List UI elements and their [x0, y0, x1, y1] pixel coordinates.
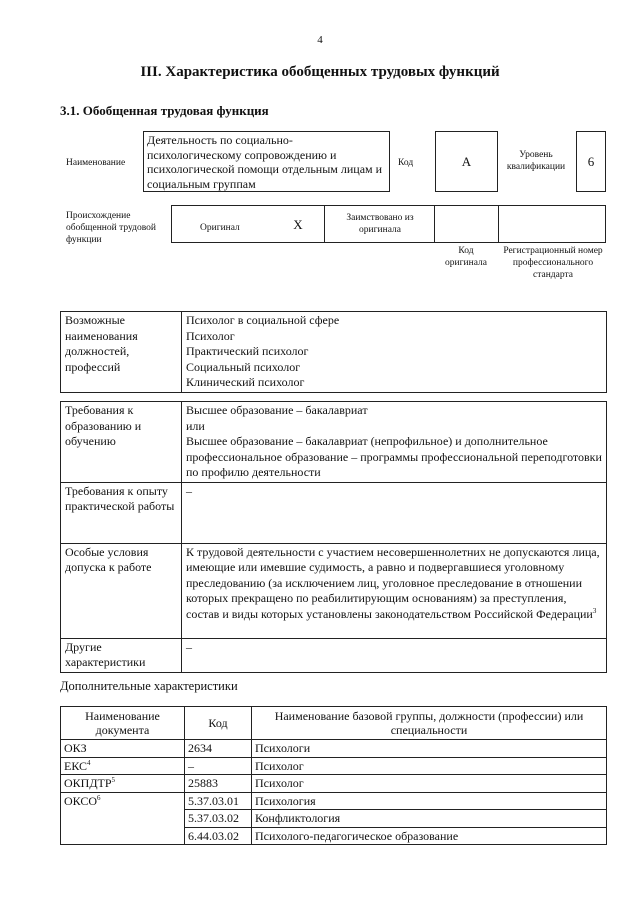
- level-value: 6: [576, 131, 606, 192]
- subsection-title: 3.1. Обобщенная трудовая функция: [60, 103, 269, 118]
- req-value: [182, 543, 607, 638]
- name-cell: Психология: [252, 792, 607, 810]
- code-cell: –: [185, 757, 252, 775]
- original-label: Оригинал: [200, 223, 240, 233]
- name-cell: Психолого-педагогическое образование: [252, 827, 607, 845]
- name-cell: Конфликтология: [252, 810, 607, 828]
- req-line: Высшее образование – бакалавриат (непрофильное) и дополнительное профессиональное образование – программы профессиональной переподготовки по профилю деятельности: [186, 434, 602, 479]
- divider: [434, 206, 435, 242]
- level-label: Уровень квалификации: [506, 150, 566, 172]
- requirements-table: [60, 401, 607, 673]
- positions-label: Возможные наименования должностей, профессий: [61, 312, 182, 393]
- req-label: Другие характеристики: [61, 638, 182, 672]
- req-label: Особые условия допуска к работе: [61, 543, 182, 638]
- footnote-mark: 3: [592, 606, 597, 615]
- name-cell: Психологи: [252, 740, 607, 758]
- doc-cell: ОКСО$^6$: [61, 792, 185, 845]
- positions-list: [182, 312, 607, 393]
- name-cell: Психолог: [252, 775, 607, 793]
- code-cell: 25883: [185, 775, 252, 793]
- name-cell: Психолог: [252, 757, 607, 775]
- divider: [498, 206, 499, 242]
- code-value: А: [435, 131, 498, 192]
- table-row: [61, 792, 607, 810]
- doc-cell: ЕКС$^4$: [61, 757, 185, 775]
- col-name-header: Наименование базовой группы, должности (профессии) или специальности: [252, 707, 607, 740]
- code-cell: 5.37.03.01: [185, 792, 252, 810]
- req-value: –: [182, 482, 607, 543]
- col-doc-header: Наименование документа: [61, 707, 185, 740]
- origin-box: [171, 205, 606, 243]
- table-row: [61, 775, 607, 793]
- position-item: Клинический психолог: [186, 375, 305, 389]
- page-number: 4: [317, 34, 323, 46]
- position-item: Психолог: [186, 328, 235, 343]
- position-item: Практический психолог: [186, 344, 309, 358]
- position-item: Психолог в социальной сфере: [186, 313, 340, 327]
- code-cell: 2634: [185, 740, 252, 758]
- position-item: Социальный психолог: [186, 359, 301, 374]
- origin-label: Происхождение обобщенной трудовой функции: [66, 211, 156, 245]
- col-code-header: Код: [185, 707, 252, 740]
- req-value: [182, 402, 607, 483]
- additional-title: Дополнительные характеристики: [60, 679, 238, 693]
- req-line: К трудовой деятельности с участием несовершеннолетних не допускаются лица, имеющие или имевшие судимость, а равно и подвергавшиеся уголовному преследованию (за исключением лиц, уголовное преследование в отношении которых прекращено по реабилитирующим основаниям) за преступления, состав и виды которых установлены законодательством Российской Федерации: [186, 544, 600, 621]
- req-value: –: [182, 638, 607, 672]
- code-label: Код: [398, 158, 414, 168]
- doc-cell: ОКЗ: [61, 740, 185, 758]
- divider: [324, 206, 325, 242]
- table-row: [61, 740, 607, 758]
- req-label: Требования к образованию и обучению: [61, 402, 182, 483]
- additional-table: [60, 706, 607, 845]
- code-original-caption: Код оригинала: [445, 246, 487, 268]
- doc-cell: ОКПДТР$^5$: [61, 775, 185, 793]
- req-label: Требования к опыту практической работы: [61, 482, 182, 543]
- name-value: Деятельность по социально-психологическому сопровождению и психологической помощи отдельным лицам и социальным группам: [143, 131, 390, 192]
- original-mark: Х: [293, 217, 303, 232]
- reg-number-caption: Регистрационный номер профессионального стандарта: [503, 246, 603, 280]
- borrowed-label: Заимствовано из оригинала: [346, 213, 414, 235]
- name-label: Наименование: [66, 158, 126, 168]
- table-row: [61, 757, 607, 775]
- req-line: Высшее образование – бакалавриат: [186, 403, 368, 417]
- section-title: III. Характеристика обобщенных трудовых функций: [140, 64, 500, 80]
- code-cell: 6.44.03.02: [185, 827, 252, 845]
- positions-table: [60, 311, 607, 393]
- code-cell: 5.37.03.02: [185, 810, 252, 828]
- req-line: или: [186, 418, 205, 433]
